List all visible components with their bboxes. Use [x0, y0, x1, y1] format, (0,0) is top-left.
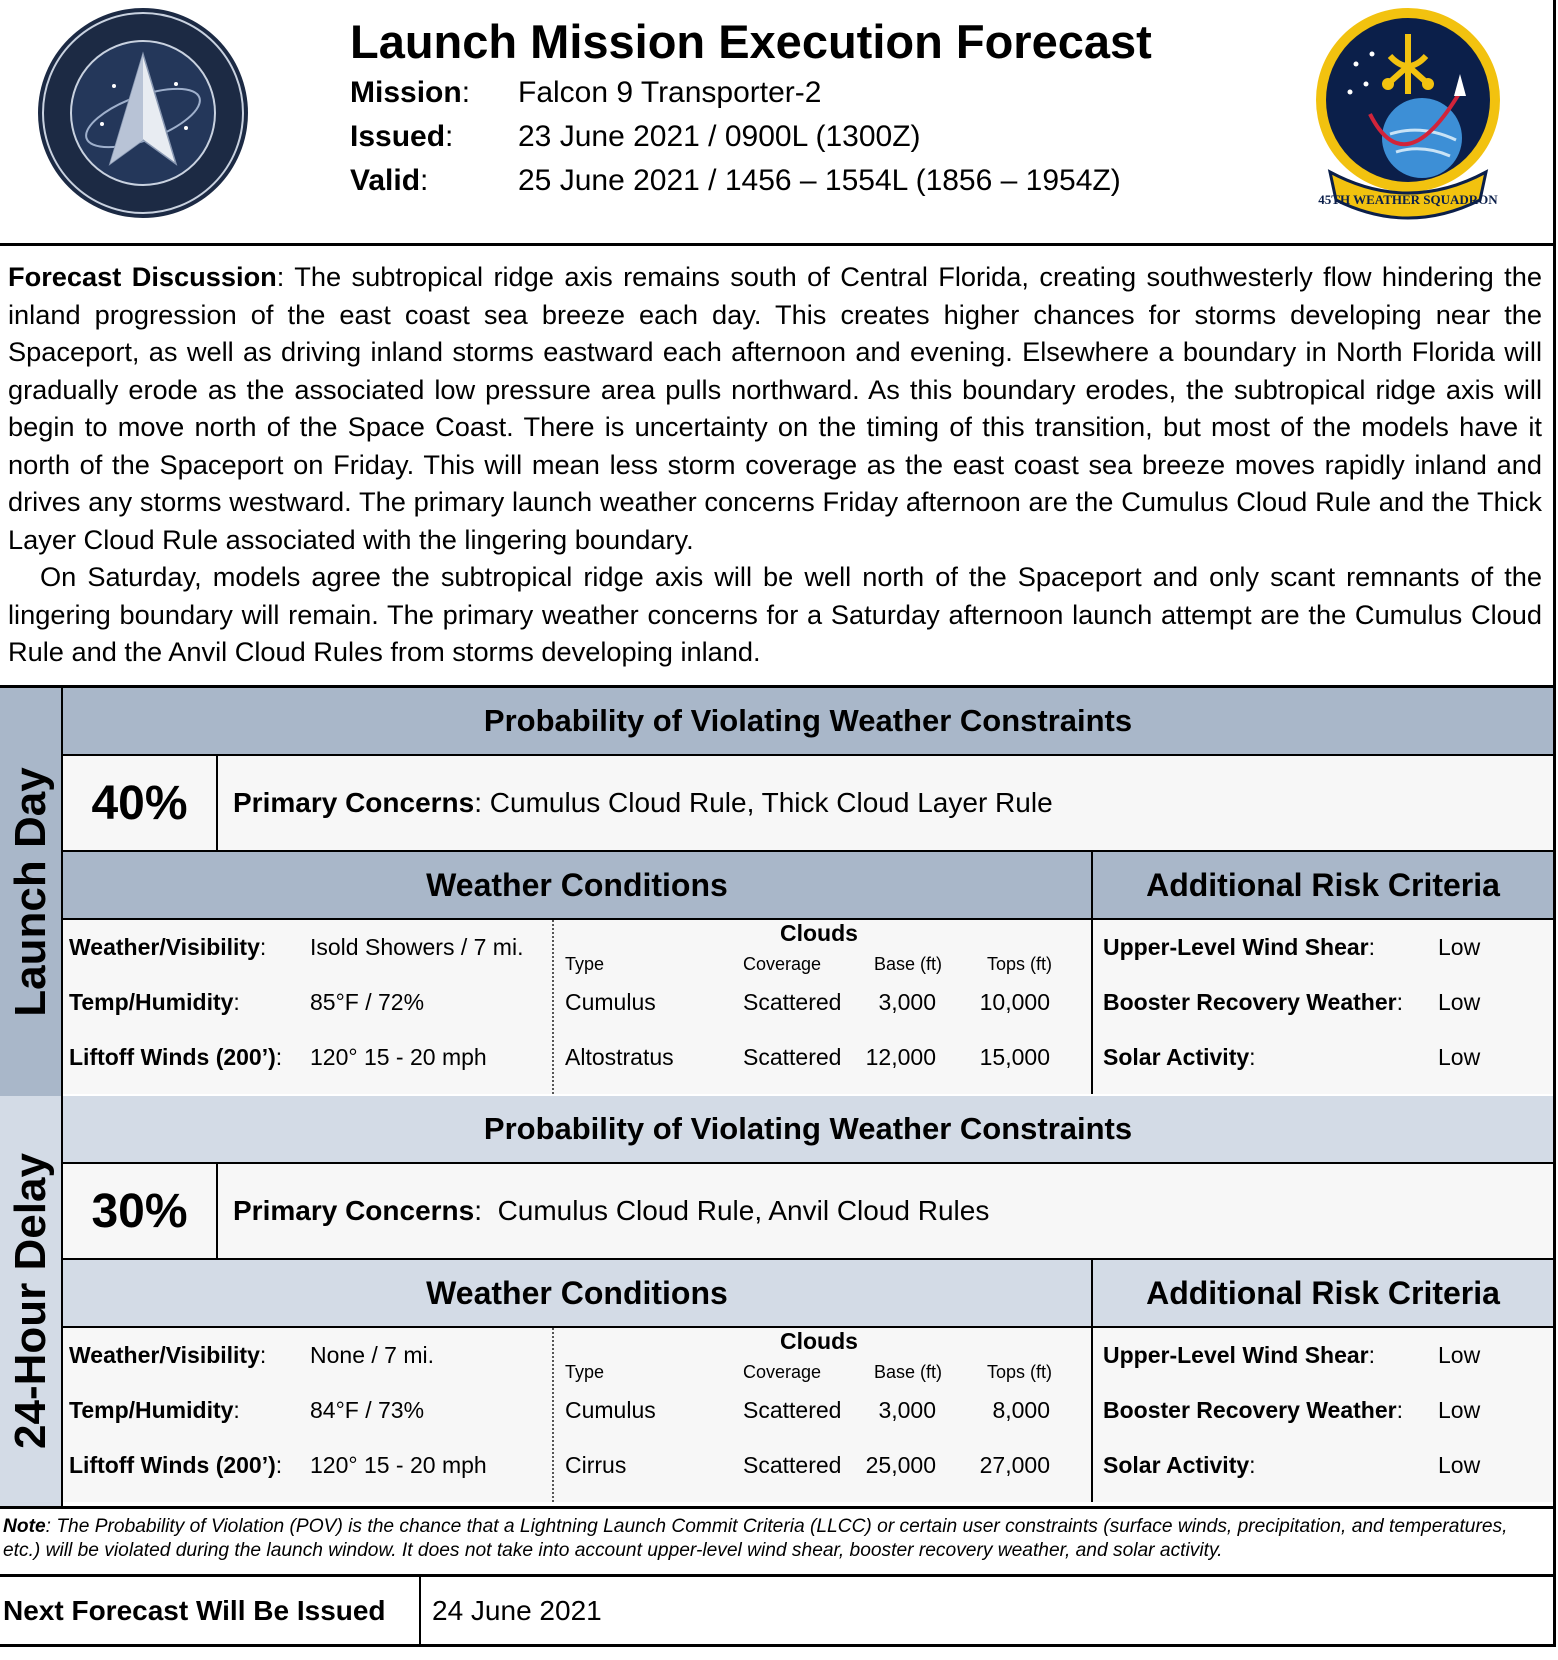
valid-value: 25 June 2021 / 1456 – 1554L (1856 – 1954Z): [518, 164, 1121, 197]
mission-value: Falcon 9 Transporter-2: [518, 76, 822, 109]
wind-shear-value: Low: [1438, 1342, 1481, 1368]
clouds-base-header: Base (ft): [874, 954, 943, 974]
delay-section: [0, 1096, 1553, 1506]
forecast-discussion: Forecast Discussion: The subtropical ridge axis remains south of Central Florida, creating southwesterly flow hindering the inland progression of the east coast sea breeze each day. This creates higher chances for storms developing near the Spaceport, as well as driving inland storms eastward each afternoon and evening. Elsewhere a boundary in North Florida will gradually erode as the associated low pressure area pulls northward. As this boundary erodes, the subtropical ridge axis will begin to move north of the Space Coast. There is uncertainty on the timing of this transition, but most of the models have it north of the Spaceport on Friday. This will mean less storm coverage as the east coast sea breeze moves rapidly inland and drives any storms westward. The primary launch weather concerns Friday afternoon are the Cumulus Cloud Rule and the Thick Layer Cloud Rule associated with the lingering boundary. On Saturday, models agree the subtropical ridge axis will be well north of the Spaceport and only scant remnants of the lingering boundary will remain. The primary weather concerns for a Saturday afternoon launch attempt are the Cumulus Cloud Rule and the Anvil Cloud Rules from storms developing inland.: [8, 258, 1542, 671]
note-label: Note: [3, 1516, 46, 1537]
weather-conditions-title: Weather Conditions: [63, 1260, 1093, 1328]
conditions-grid: [63, 1328, 1553, 1502]
mission-label: Mission: [350, 76, 462, 109]
cloud-base: 12,000: [865, 1044, 936, 1070]
primary-concerns: Primary Concerns : Cumulus Cloud Rule, Anvil Cloud Rules: [233, 1195, 990, 1226]
liftoff-winds-label: Liftoff Winds (200’):: [69, 1452, 283, 1478]
launch-day-section: [0, 688, 1553, 1098]
divider: [552, 920, 554, 1094]
cloud-coverage: Scattered: [743, 1452, 842, 1478]
delay-label: 24-Hour Delay: [5, 1153, 55, 1449]
clouds-coverage-header: Coverage: [743, 1362, 822, 1382]
discussion-paragraph-2: On Saturday, models agree the subtropical ridge axis will be well north of the Spaceport and only scant remnants of the lingering boundary will remain. The primary weather concerns for a Saturday afternoon launch attempt are the Cumulus Cloud Rule and the Anvil Cloud Rules from storms developing inland.: [8, 561, 1542, 667]
cloud-type: Cumulus: [565, 989, 656, 1015]
primary-concerns-value: Cumulus Cloud Rule, Thick Cloud Layer Rule: [489, 787, 1053, 818]
note: Note: The Probability of Violation (POV) is the chance that a Lightning Launch Commit Criteria (LLCC) or certain user constraints (surface winds, precipitation, and temperatures, etc.) will be violated during the launch window. It does not take into account upper-level wind shear, booster recovery weather, and solar activity.: [3, 1516, 1508, 1561]
clouds-tops-header: Tops (ft): [987, 954, 1053, 974]
cloud-coverage: Scattered: [743, 1044, 842, 1070]
primary-concerns: Primary Concerns : Cumulus Cloud Rule, Thick Cloud Layer Rule: [233, 787, 1053, 818]
next-forecast-value: 24 June 2021: [432, 1594, 602, 1626]
wind-shear-label: Upper-Level Wind Shear:: [1103, 1342, 1376, 1368]
issued-label: Issued: [350, 120, 446, 153]
temp-humidity-value: 84°F / 73%: [310, 1397, 425, 1423]
clouds-title: Clouds: [780, 920, 858, 946]
space-force-seal-icon: [36, 6, 250, 220]
cloud-type: Cumulus: [565, 1397, 656, 1423]
wind-shear-label: Upper-Level Wind Shear:: [1103, 934, 1376, 960]
solar-activity-label: Solar Activity:: [1103, 1044, 1256, 1070]
cloud-tops: 8,000: [992, 1397, 1050, 1423]
clouds-tops-header: Tops (ft): [987, 1362, 1053, 1382]
additional-risk-title: Additional Risk Criteria: [1093, 1260, 1553, 1328]
weather-visibility-label: Weather/Visibility:: [69, 1342, 267, 1368]
booster-recovery-label: Booster Recovery Weather:: [1103, 1397, 1403, 1423]
divider: [0, 1506, 1553, 1509]
cloud-coverage: Scattered: [743, 989, 842, 1015]
page-title: Launch Mission Execution Forecast: [350, 15, 1152, 68]
weather-visibility-value: Isold Showers / 7 mi.: [310, 934, 524, 960]
primary-concerns-label: Primary Concerns: [233, 787, 475, 818]
divider: [552, 1328, 554, 1502]
launch-day-sidebar: [0, 688, 63, 1096]
primary-concerns-value: Cumulus Cloud Rule, Anvil Cloud Rules: [497, 1195, 990, 1226]
cloud-tops: 10,000: [979, 989, 1050, 1015]
weather-squadron-patch-icon: [1310, 4, 1506, 229]
cloud-base: 3,000: [878, 1397, 936, 1423]
clouds-base-header: Base (ft): [874, 1362, 943, 1382]
conditions-grid: [63, 920, 1553, 1094]
cloud-type: Cirrus: [565, 1452, 627, 1478]
pov-title: Probability of Violating Weather Constraints: [63, 1096, 1553, 1164]
liftoff-winds-value: 120° 15 - 20 mph: [310, 1452, 487, 1478]
weather-conditions-title: Weather Conditions: [63, 852, 1093, 920]
discussion-paragraph-1: The subtropical ridge axis remains south of Central Florida, creating southwesterly flow hindering the inland progression of the east coast sea breeze each day. This creates higher chances for storms developing near the Spaceport, as well as driving inland storms eastward each afternoon and evening. Elsewhere a boundary in North Florida will gradually erode as the associated low pressure area pulls northward. As this boundary erodes, the subtropical ridge axis will begin to move north of the Space Coast. There is uncertainty on the timing of this transition, but most of the models have it north of the Spaceport on Friday. This will mean less storm coverage as the east coast sea breeze moves rapidly inland and drives any storms westward. The primary launch weather concerns Friday afternoon are the Cumulus Cloud Rule and the Thick Layer Cloud Rule associated with the lingering boundary.: [8, 261, 1542, 555]
temp-humidity-label: Temp/Humidity:: [69, 1397, 240, 1423]
booster-recovery-value: Low: [1438, 1397, 1481, 1423]
pov-title: Probability of Violating Weather Constraints: [63, 688, 1553, 756]
discussion-label: Forecast Discussion: [8, 261, 277, 292]
solar-activity-value: Low: [1438, 1044, 1481, 1070]
valid-label: Valid: [350, 164, 421, 197]
next-forecast-label: Next Forecast Will Be Issued: [3, 1577, 421, 1644]
cloud-tops: 27,000: [979, 1452, 1050, 1478]
cloud-base: 3,000: [878, 989, 936, 1015]
liftoff-winds-label: Liftoff Winds (200’):: [69, 1044, 283, 1070]
weather-visibility-value: None / 7 mi.: [310, 1342, 434, 1368]
pov-row: [63, 756, 1553, 852]
clouds-type-header: Type: [565, 954, 605, 974]
booster-recovery-value: Low: [1438, 989, 1481, 1015]
divider: [1091, 1328, 1093, 1502]
pov-percent: 40%: [63, 756, 218, 850]
solar-activity-label: Solar Activity:: [1103, 1452, 1256, 1478]
pov-row: [63, 1164, 1553, 1260]
cloud-base: 25,000: [865, 1452, 936, 1478]
delay-sidebar: [0, 1096, 63, 1506]
weather-visibility-label: Weather/Visibility:: [69, 934, 267, 960]
wind-shear-value: Low: [1438, 934, 1481, 960]
additional-risk-title: Additional Risk Criteria: [1093, 852, 1553, 920]
cloud-tops: 15,000: [979, 1044, 1050, 1070]
patch-banner-text: 45TH WEATHER SQUADRON: [1318, 192, 1498, 207]
issued-value: 23 June 2021 / 0900L (1300Z): [518, 120, 921, 153]
clouds-type-header: Type: [565, 1362, 605, 1382]
booster-recovery-label: Booster Recovery Weather:: [1103, 989, 1403, 1015]
primary-concerns-label: Primary Concerns: [233, 1195, 475, 1226]
solar-activity-value: Low: [1438, 1452, 1481, 1478]
temp-humidity-label: Temp/Humidity:: [69, 989, 240, 1015]
clouds-title: Clouds: [780, 1328, 858, 1354]
clouds-coverage-header: Coverage: [743, 954, 822, 974]
pov-percent: 30%: [63, 1164, 218, 1258]
cloud-coverage: Scattered: [743, 1397, 842, 1423]
cloud-type: Altostratus: [565, 1044, 674, 1070]
liftoff-winds-value: 120° 15 - 20 mph: [310, 1044, 487, 1070]
temp-humidity-value: 85°F / 72%: [310, 989, 425, 1015]
divider: [1091, 920, 1093, 1094]
header: Launch Mission Execution Forecast Mission: Falcon 9 Transporter-2 Issued: 23 June 2021 / 0900L (1300Z) Valid: 25 June 2021 / 1456 – 1554L (1856 – 1954Z) 45TH WEATHER SQUADRON: [0, 0, 1553, 246]
launch-day-label: Launch Day: [5, 767, 55, 1017]
note-text: The Probability of Violation (POV) is the chance that a Lightning Launch Commit Criteria (LLCC) or certain user constraints (surface winds, precipitation, and temperatures, etc.) will be violated during the launch window. It does not take into account upper-level wind shear, booster recovery weather, and solar activity.: [3, 1516, 1508, 1561]
